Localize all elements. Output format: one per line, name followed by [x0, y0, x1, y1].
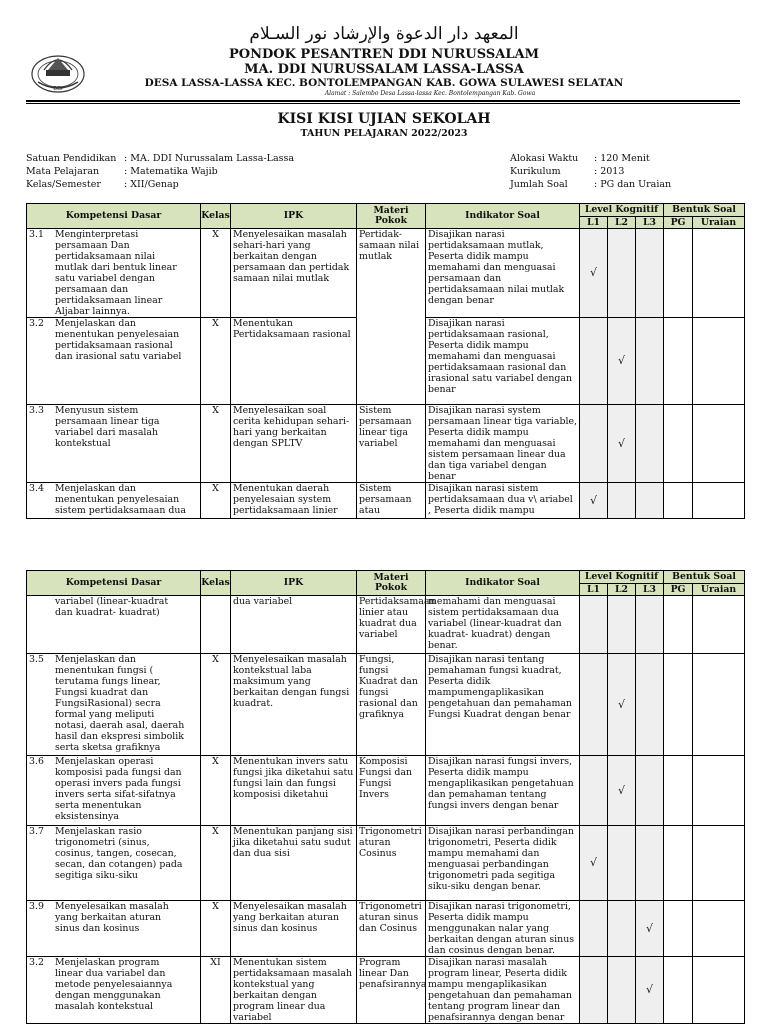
meta-key: Kelas/Semester	[26, 179, 101, 190]
col-indikator: Indikator Soal	[426, 571, 580, 596]
cell-kelas: X	[201, 654, 231, 756]
kd-number: 3.4	[29, 483, 44, 494]
cell-pg	[664, 318, 693, 405]
col-kelas: Kelas	[201, 571, 231, 596]
kd-text: Menjelaskan program linear dua variabel dan metode penyelesaiannya dengan menggunakan masalah kontekstual	[55, 957, 173, 1012]
cell-level-l2	[608, 756, 636, 826]
kd-text: Menjelaskan rasio trigonometri (sinus, cosinus, tangen, cosecan, secan, dan cotangen) pada segitiga siku-siku	[55, 826, 183, 881]
cell-level-l3	[636, 901, 664, 957]
cell-uraian	[693, 654, 745, 756]
cell-indikator-soal: Disajikan narasi fungsi invers, Peserta didik mampu mengaplikasikan pengetahuan dan pemahaman tentang fungsi invers dengan benar	[426, 756, 580, 826]
school-location: DESA LASSA-LASSA KEC. BONTOLEMPANGAN KAB. GOWA SULAWESI SELATAN	[144, 77, 624, 89]
cell-pg	[664, 405, 693, 483]
institution-name: PONDOK PESANTREN DDI NURUSSALAM	[229, 47, 539, 62]
cell-materi-pokok: Trigonometri aturan Cosinus	[357, 826, 426, 901]
check-icon: √	[589, 493, 597, 507]
cell-kelas: X	[201, 901, 231, 957]
cell-uraian	[693, 405, 745, 483]
cell-level-l1	[580, 957, 608, 1024]
cell-kompetensi-dasar	[27, 957, 201, 1024]
cell-materi-pokok: Sistem persamaan atau	[357, 483, 426, 519]
cell-pg	[664, 654, 693, 756]
col-l1: L1	[580, 584, 608, 596]
cell-kompetensi-dasar	[27, 596, 201, 654]
cell-kelas: X	[201, 826, 231, 901]
col-l3: L3	[636, 584, 664, 596]
cell-uraian	[693, 318, 745, 405]
cell-level-l2	[608, 901, 636, 957]
kisi-table-1	[26, 203, 745, 519]
col-bentuk-group: Bentuk Soal	[664, 204, 745, 217]
kd-text: Menjelaskan dan menentukan penyelesaian pertidaksamaan rasional dan irasional satu variabel	[55, 318, 182, 362]
cell-kompetensi-dasar	[27, 756, 201, 826]
cell-ipk: Menentukan daerah penyelesaian system pertidaksamaan linier	[231, 483, 357, 519]
cell-kelas: X	[201, 229, 231, 318]
col-materi: Materi Pokok	[357, 204, 426, 229]
cell-level-l1	[580, 405, 608, 483]
meta-value: : XII/Genap	[124, 179, 179, 190]
cell-materi-pokok: Fungsi, fungsi Kuadrat dan fungsi rasional dan grafiknya	[357, 654, 426, 756]
cell-level-l3	[636, 596, 664, 654]
col-kd: Kompetensi Dasar	[27, 204, 201, 229]
cell-kelas: X	[201, 483, 231, 519]
check-icon: √	[617, 436, 625, 450]
col-level-group: Level Kognitif	[580, 204, 664, 217]
table-row	[27, 229, 745, 318]
kd-text: Menginterpretasi persamaan Dan pertidaksamaan nilai mutlak dari bentuk linear satu variabel dengan persamaan dan pertidaksamaan linear Aljabar lainnya.	[55, 229, 177, 317]
arabic-heading: المعهد دار الدعوة والإرشاد نور السـلام	[249, 24, 519, 44]
header-divider-thin	[26, 103, 740, 104]
meta-key: Alokasi Waktu	[510, 153, 579, 164]
table-row	[27, 901, 745, 957]
col-level-group: Level Kognitif	[580, 571, 664, 584]
cell-ipk: Menentukan panjang sisi jika diketahui satu sudut dan dua sisi	[231, 826, 357, 901]
cell-indikator-soal: Disajikan narasi tentang pemahaman fungsi kuadrat, Peserta didik mampumengaplikasikan pengetahuan dan pemahaman Fungsi Kuadrat dengan benar	[426, 654, 580, 756]
cell-indikator-soal: Disajikan narasi trigonometri, Peserta didik mampu menggunakan nalar yang berkaitan dengan aturan sinus dan cosinus dengan benar.	[426, 901, 580, 957]
meta-value: : MA. DDI Nurussalam Lassa-Lassa	[124, 153, 295, 164]
kd-text: Menjelaskan dan menentukan fungsi ( terutama fungs linear, Fungsi kuadrat dan FungsiRasional) secra formal yang meliputi notasi, daerah asal, daerah hasil dan ekspresi simbolik serta sketsa grafiknya	[55, 654, 185, 753]
cell-materi-pokok: Pertidaksamaan linier atau kuadrat dua variabel	[357, 596, 426, 654]
cell-ipk: Menyelesaikan masalah kontekstual laba maksimum yang berkaitan dengan fungsi kuadrat.	[231, 654, 357, 756]
col-materi: Materi Pokok	[357, 571, 426, 596]
cell-level-l3	[636, 756, 664, 826]
cell-ipk: Menyelesaikan masalah sehari-hari yang berkaitan dengan persamaan dan pertidak samaan nilai mutlak	[231, 229, 357, 318]
cell-kelas	[201, 596, 231, 654]
cell-level-l3	[636, 483, 664, 519]
cell-level-l2	[608, 654, 636, 756]
cell-pg	[664, 596, 693, 654]
logo-text: DDI	[53, 86, 63, 92]
document-subtitle: TAHUN PELAJARAN 2022/2023	[300, 128, 468, 139]
cell-level-l2	[608, 483, 636, 519]
cell-level-l2	[608, 318, 636, 405]
kd-text: Menjelaskan operasi komposisi pada fungsi dan operasi invers pada fungsi invers serta sifat-sifatnya serta menentukan eksistensinya	[55, 756, 182, 822]
kd-text: Menyelesaikan masalah yang berkaitan aturan sinus dan kosinus	[55, 901, 169, 934]
cell-level-l1	[580, 318, 608, 405]
cell-pg	[664, 826, 693, 901]
table-row	[27, 405, 745, 483]
cell-indikator-soal: Disajikan narasi masalah program linear, Peserta didik mampu mengaplikasikan pengetahuan dan pemahaman tentang program linear dan penafsirannya dengan benar	[426, 957, 580, 1024]
cell-materi-pokok: Sistem persamaan linear tiga variabel	[357, 405, 426, 483]
cell-level-l2	[608, 229, 636, 318]
cell-uraian	[693, 957, 745, 1024]
col-pg: PG	[664, 217, 693, 229]
check-icon: √	[589, 856, 597, 869]
table-row	[27, 756, 745, 826]
cell-kompetensi-dasar	[27, 405, 201, 483]
cell-level-l1	[580, 483, 608, 519]
table-row	[27, 957, 745, 1024]
kd-number: 3.2	[29, 957, 44, 968]
table-row	[27, 654, 745, 756]
cell-materi-pokok: Komposisi Fungsi dan Fungsi Invers	[357, 756, 426, 826]
table-row	[27, 596, 745, 654]
check-icon: √	[617, 783, 625, 797]
meta-value: : Matematika Wajib	[124, 166, 218, 177]
cell-kompetensi-dasar	[27, 229, 201, 318]
cell-level-l1	[580, 756, 608, 826]
cell-ipk: Menentukan invers satu fungsi jika diketahui satu fungsi lain dan fungsi komposisi diketahui	[231, 756, 357, 826]
meta-key: Kurikulum	[510, 166, 561, 177]
check-icon: √	[646, 983, 654, 996]
cell-ipk: Menyelesaikan masalah yang berkaitan aturan sinus dan kosinus	[231, 901, 357, 957]
col-ipk: IPK	[231, 571, 357, 596]
col-ipk: IPK	[231, 204, 357, 229]
check-icon: √	[617, 697, 625, 711]
cell-ipk: Menentukan sistem pertidaksamaan masalah kontekstual yang berkaitan dengan program linear dua variabel	[231, 957, 357, 1024]
document-title: KISI KISI UJIAN SEKOLAH	[277, 111, 491, 127]
cell-indikator-soal: Disajikan narasi perbandingan trigonometri, Peserta didik mampu memahami dan menguasai perbandingan trigonometri pada segitiga siku-siku dengan benar.	[426, 826, 580, 901]
cell-kelas: X	[201, 405, 231, 483]
cell-pg	[664, 957, 693, 1024]
kd-text: Menyusun sistem persamaan linear tiga variabel dari masalah kontekstual	[55, 405, 160, 449]
cell-uraian	[693, 483, 745, 519]
cell-kompetensi-dasar	[27, 901, 201, 957]
cell-pg	[664, 483, 693, 519]
cell-kelas: X	[201, 756, 231, 826]
cell-level-l3	[636, 318, 664, 405]
cell-materi-pokok: Trigonometri aturan sinus dan Cosinus	[357, 901, 426, 957]
meta-key: Jumlah Soal	[510, 179, 568, 190]
kd-number: 3.3	[29, 405, 44, 416]
cell-pg	[664, 229, 693, 318]
cell-ipk: Menentukan Pertidaksamaan rasional	[231, 318, 357, 405]
cell-ipk: dua variabel	[231, 596, 357, 654]
col-pg: PG	[664, 584, 693, 596]
cell-level-l1	[580, 654, 608, 756]
cell-level-l3	[636, 654, 664, 756]
cell-level-l1	[580, 901, 608, 957]
kd-number: 3.5	[29, 654, 44, 665]
cell-level-l2	[608, 596, 636, 654]
cell-level-l3	[636, 229, 664, 318]
cell-kompetensi-dasar	[27, 318, 201, 405]
kd-number: 3.6	[29, 756, 44, 767]
cell-uraian	[693, 596, 745, 654]
meta-value: : PG dan Uraian	[594, 179, 672, 190]
cell-kelas: X	[201, 318, 231, 405]
meta-value: : 120 Menit	[594, 153, 650, 164]
cell-uraian	[693, 229, 745, 318]
check-icon: √	[617, 354, 625, 367]
col-uraian: Uraian	[693, 584, 745, 596]
col-l2: L2	[608, 217, 636, 229]
kd-text: Menjelaskan dan menentukan penyelesaian sistem pertidaksamaan dua	[55, 483, 186, 516]
table-row	[27, 826, 745, 901]
cell-materi-pokok: Pertidak-samaan nilai mutlak	[357, 229, 426, 405]
cell-level-l2	[608, 826, 636, 901]
cell-level-l3	[636, 826, 664, 901]
cell-ipk: Menyelesaikan soal cerita kehidupan sehari-hari yang berkaitan dengan SPLTV	[231, 405, 357, 483]
meta-value: : 2013	[594, 166, 625, 177]
header-divider	[26, 100, 740, 102]
cell-indikator-soal: Disajikan narasi sistem pertidaksamaan dua v\ ariabel , Peserta didik mampu	[426, 483, 580, 519]
meta-right	[510, 152, 671, 191]
table-row	[27, 483, 745, 519]
kd-number: 3.1	[29, 229, 44, 240]
cell-uraian	[693, 901, 745, 957]
cell-indikator-soal: Disajikan narasi pertidaksamaan rasional, Peserta didik mampu memahami dan menguasai pertidaksamaan rasional dan irasional satu variabel dengan benar	[426, 318, 580, 405]
cell-indikator-soal: memahami dan menguasai sistem pertidaksamaan dua variabel (linear-kuadrat dan kuadrat- kuadrat) dengan benar.	[426, 596, 580, 654]
cell-pg	[664, 756, 693, 826]
cell-uraian	[693, 756, 745, 826]
check-icon: √	[589, 266, 597, 279]
kd-text: variabel (linear-kuadrat dan kuadrat- kuadrat)	[55, 596, 169, 618]
col-kelas: Kelas	[201, 204, 231, 229]
cell-level-l1	[580, 229, 608, 318]
kisi-table-2	[26, 570, 745, 1024]
cell-kompetensi-dasar	[27, 826, 201, 901]
cell-kompetensi-dasar	[27, 654, 201, 756]
cell-kelas: XI	[201, 957, 231, 1024]
kd-number: 3.7	[29, 826, 44, 837]
cell-level-l2	[608, 405, 636, 483]
cell-kompetensi-dasar	[27, 483, 201, 519]
cell-level-l1	[580, 596, 608, 654]
col-uraian: Uraian	[693, 217, 745, 229]
col-kd: Kompetensi Dasar	[27, 571, 201, 596]
kd-number: 3.9	[29, 901, 44, 912]
kd-number: 3.2	[29, 318, 44, 329]
school-address: Alamat : Salembo Desa Lassa-lassa Kec. Bontolempangan Kab. Gowa	[324, 90, 536, 97]
cell-level-l2	[608, 957, 636, 1024]
cell-indikator-soal: Disajikan narasi system persamaan linear tiga variable, Peserta didik mampu memahami dan menguasai sistem persamaan linear dua dan tiga variabel dengan benar	[426, 405, 580, 483]
col-l2: L2	[608, 584, 636, 596]
check-icon: √	[646, 921, 654, 935]
meta-left	[26, 152, 294, 191]
cell-level-l1	[580, 826, 608, 901]
cell-pg	[664, 901, 693, 957]
school-name: MA. DDI NURUSSALAM LASSA-LASSA	[244, 62, 524, 77]
meta-key: Satuan Pendidikan	[26, 153, 117, 164]
cell-indikator-soal: Disajikan narasi pertidaksamaan mutlak, Peserta didik mampu memahami dan menguasai persamaan dan pertidaksamaan nilai mutlak dengan benar	[426, 229, 580, 318]
cell-level-l3	[636, 405, 664, 483]
cell-level-l3	[636, 957, 664, 1024]
col-indikator: Indikator Soal	[426, 204, 580, 229]
cell-uraian	[693, 826, 745, 901]
col-bentuk-group: Bentuk Soal	[664, 571, 745, 584]
col-l1: L1	[580, 217, 608, 229]
col-l3: L3	[636, 217, 664, 229]
cell-materi-pokok: Program linear Dan penafsirannya	[357, 957, 426, 1024]
meta-key: Mata Pelajaran	[26, 166, 100, 177]
